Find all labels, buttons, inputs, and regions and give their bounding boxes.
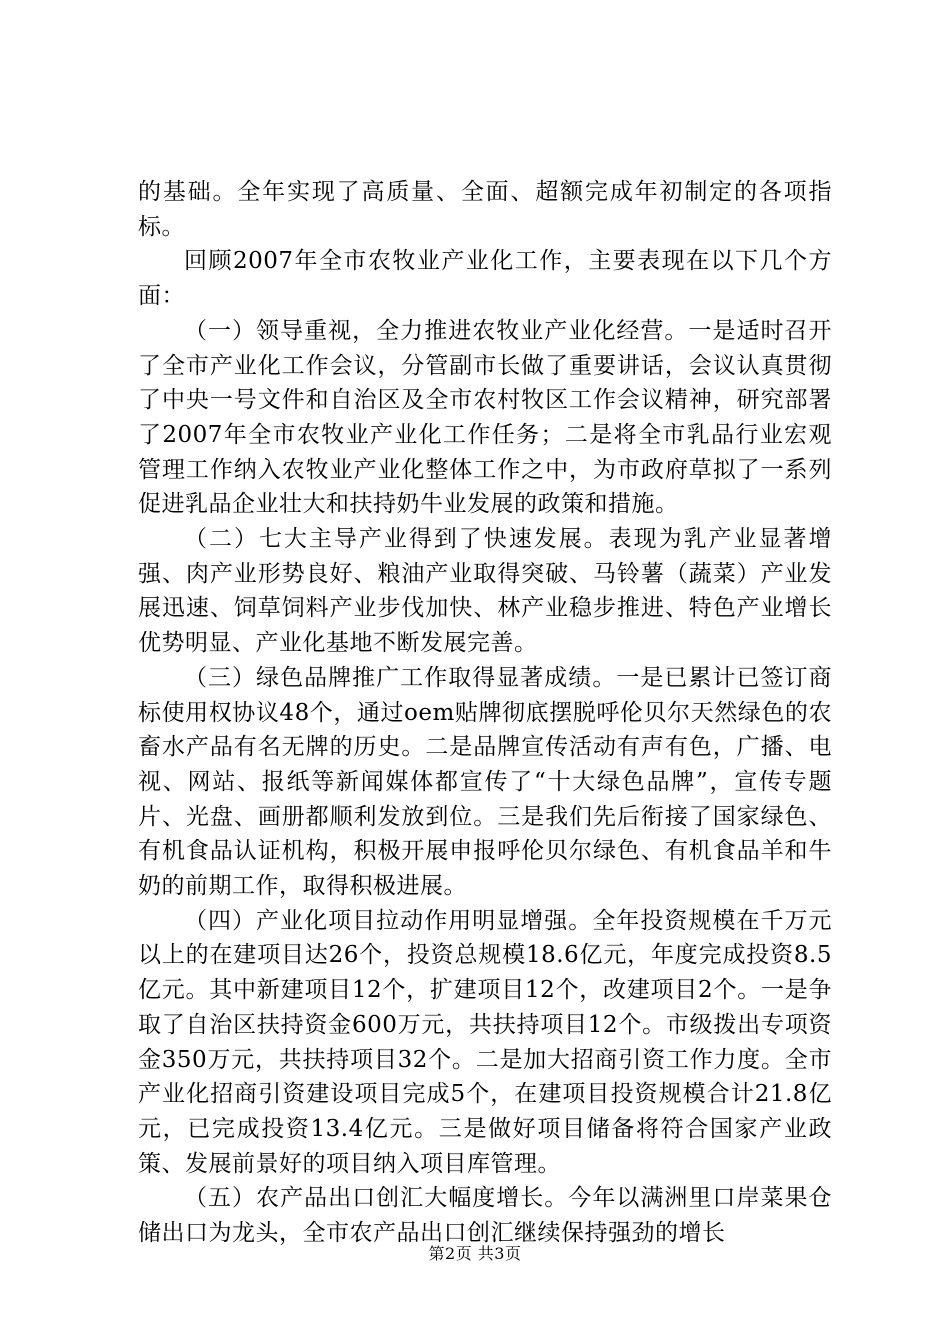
paragraph-continuation: 的基础。全年实现了高质量、全面、超额完成年初制定的各项指标。 bbox=[138, 179, 832, 240]
document-body bbox=[138, 175, 832, 1251]
page-number-footer: 第2页 共3页 bbox=[428, 1244, 522, 1263]
paragraph-review-intro: 回顾2007年全市农牧业产业化工作，主要表现在以下几个方面： bbox=[138, 248, 832, 310]
paragraph-section-4: （四）产业化项目拉动作用明显增强。全年投资规模在千万元以上的在建项目达26个，投资总规模18.6亿元，年度完成投资8.5亿元。其中新建项目12个，扩建项目12个，改建项目2个。一是争取了自治区扶持资金600万元，共扶持项目12个。市级拨出专项资金350万元，共扶持项目32个。二是加大招商引资工作力度。全市产业化招商引资建设项目完成5个，在建项目投资规模合计21.8亿元，已完成投资13.4亿元。三是做好项目储备将符合国家产业政策、发展前景好的项目纳入项目库管理。 bbox=[138, 907, 832, 1177]
paragraph-section-1: （一）领导重视，全力推进农牧业产业化经营。一是适时召开了全市产业化工作会议，分管副市长做了重要讲话，会议认真贯彻了中央一号文件和自治区及全市农村牧区工作会议精神，研究部署了2007年全市农牧业产业化工作任务；二是将全市乳品行业宏观管理工作纳入农牧业产业化整体工作之中，为市政府草拟了一系列促进乳品企业壮大和扶持奶牛业发展的政策和措施。 bbox=[138, 317, 832, 518]
paragraph-section-3: （三）绿色品牌推广工作取得显著成绩。一是已累计已签订商标使用权协议48个，通过oem贴牌彻底摆脱呼伦贝尔天然绿色的农畜水产品有名无牌的历史。二是品牌宣传活动有声有色，广播、电视、网站、报纸等新闻媒体都宣传了“十大绿色品牌”，宣传专题片、光盘、画册都顺利发放到位。三是我们先后衔接了国家绿色、有机食品认证机构，积极开展申报呼伦贝尔绿色、有机食品羊和牛奶的前期工作，取得积极进展。 bbox=[138, 664, 832, 900]
paragraph-section-2: （二）七大主导产业得到了快速发展。表现为乳产业显著增强、肉产业形势良好、粮油产业取得突破、马铃薯（蔬菜）产业发展迅速、饲草饲料产业步伐加快、林产业稳步推进、特色产业增长优势明显、产业化基地不断发展完善。 bbox=[138, 526, 832, 657]
paragraph-section-5: （五）农产品出口创汇大幅度增长。今年以满洲里口岸菜果仓储出口为龙头，全市农产品出口创汇继续保持强劲的增长 bbox=[138, 1185, 832, 1247]
